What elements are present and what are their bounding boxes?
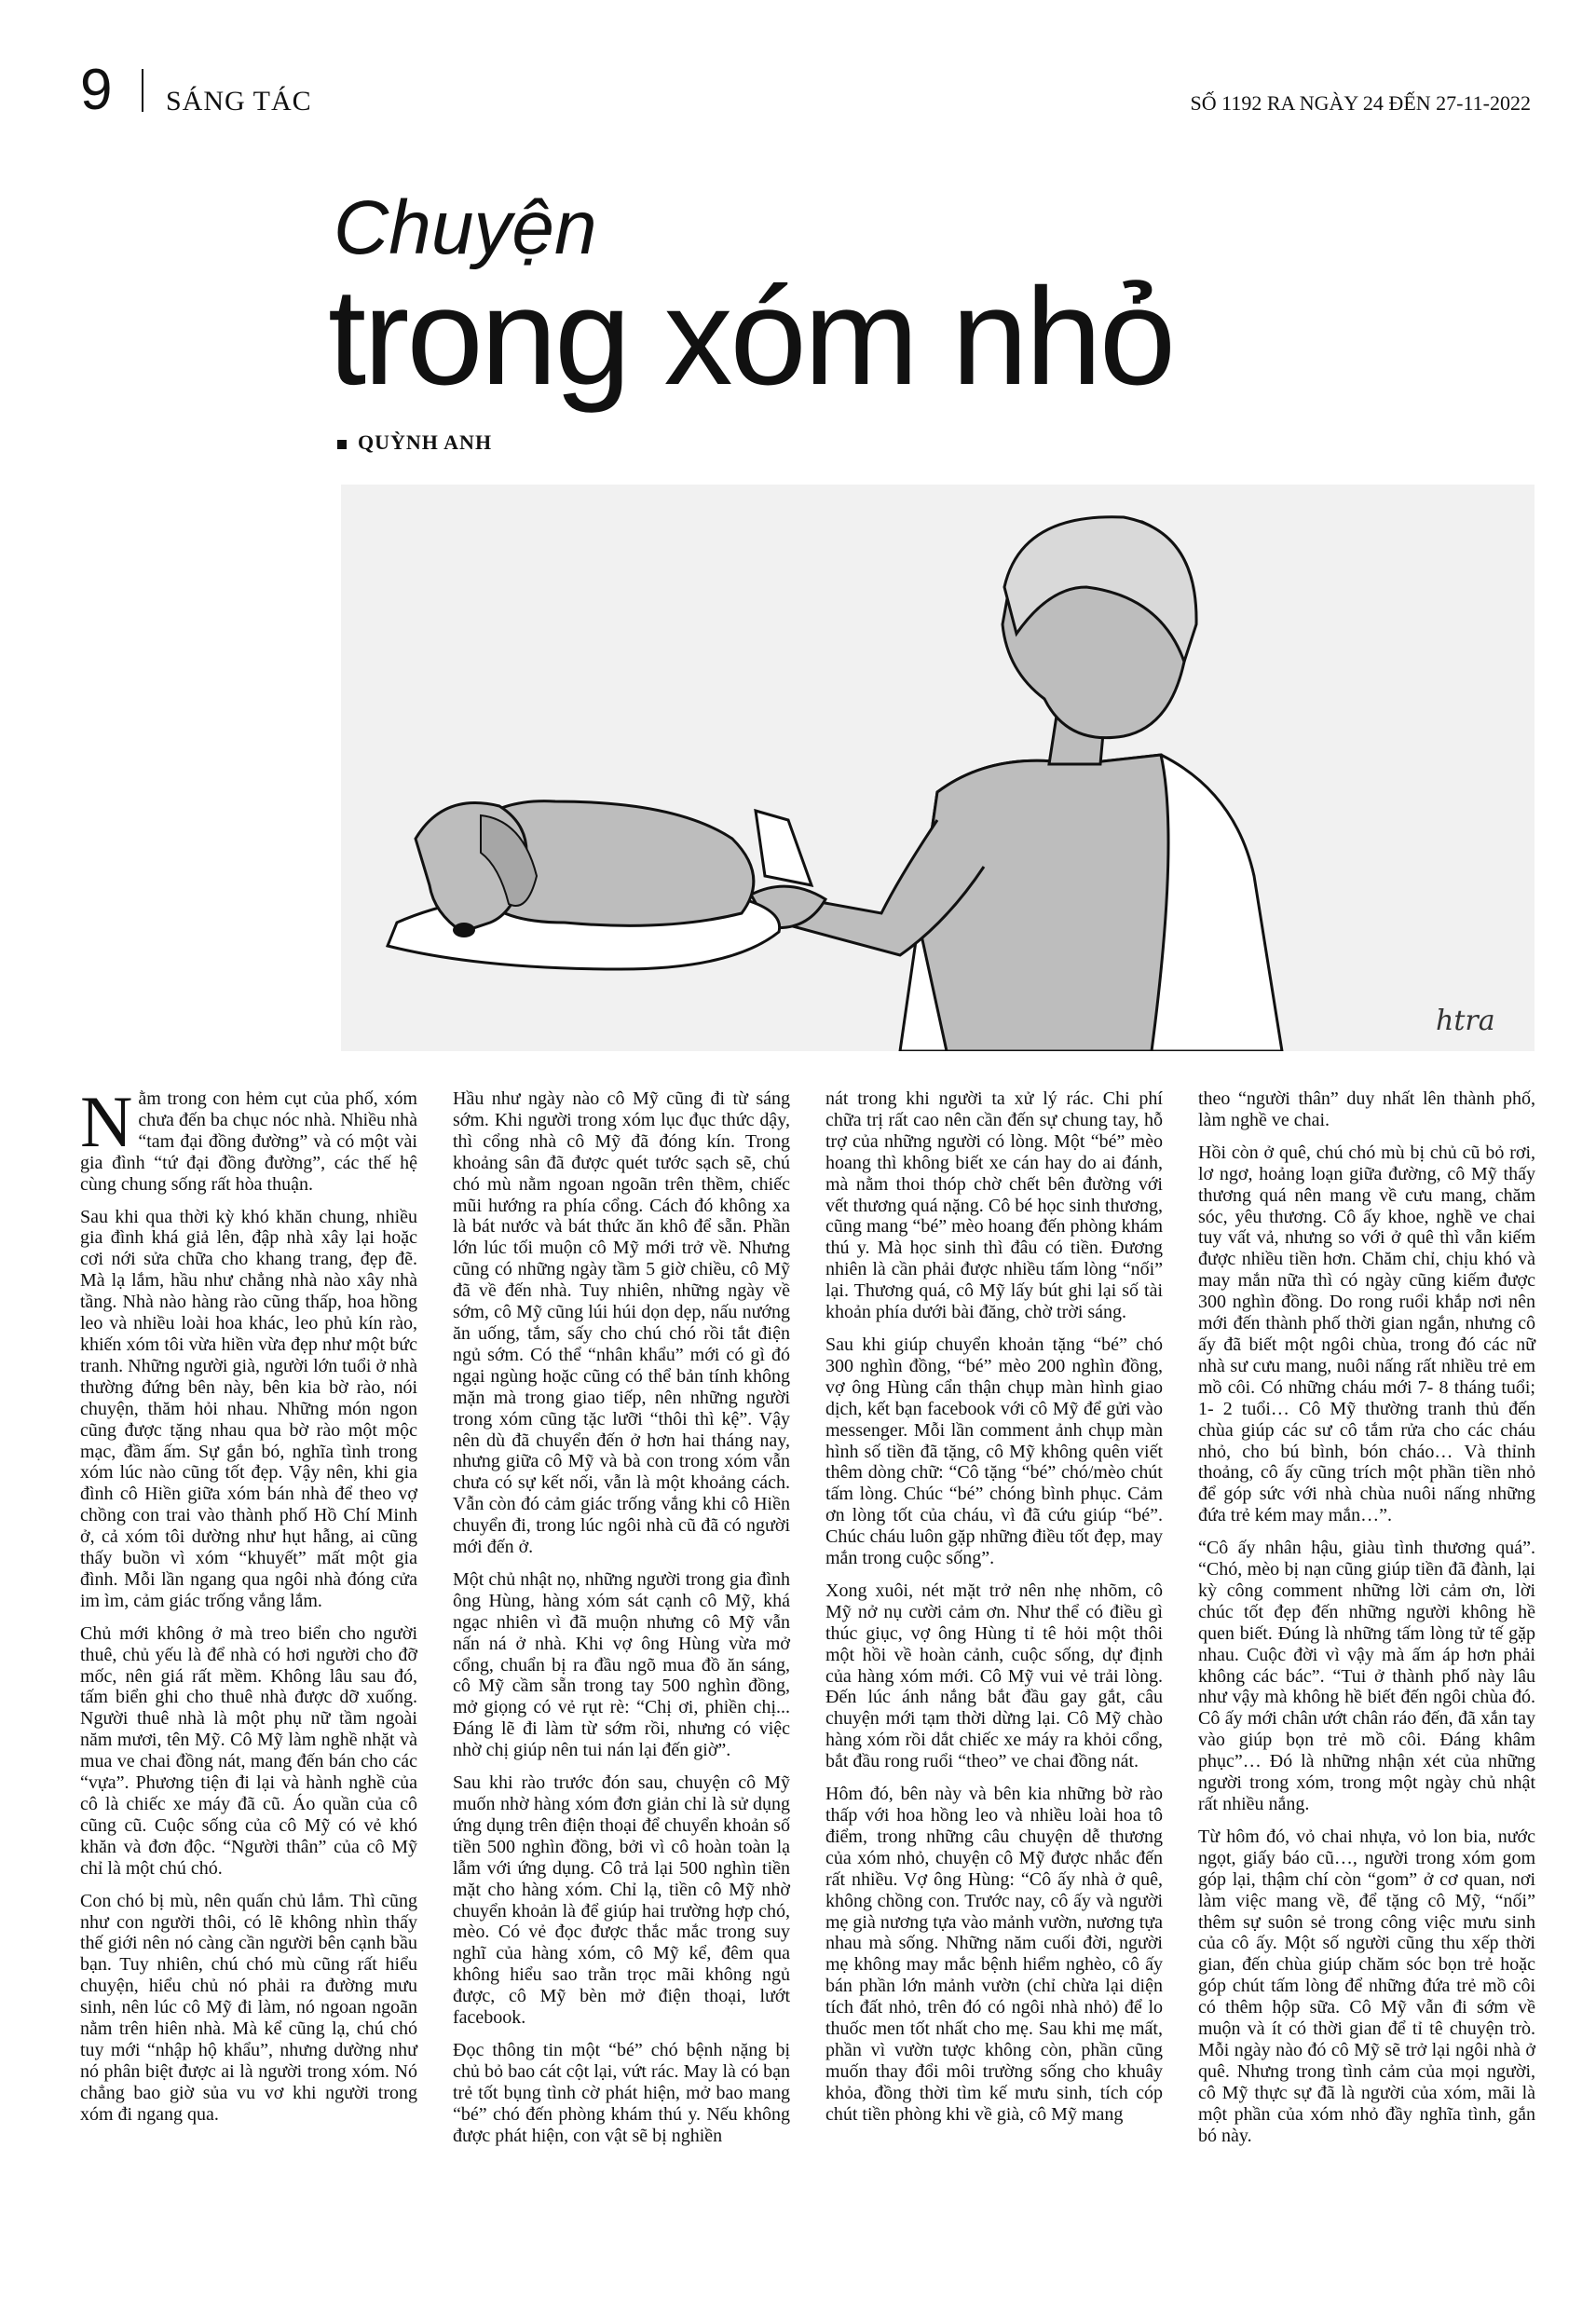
page-number: 9 <box>80 58 113 122</box>
paragraph: Xong xuôi, nét mặt trở nên nhẹ nhõm, cô Mỹ nở nụ cười cảm ơn. Như thể có điều gì thúc giục, vợ ông Hùng tỉ tê hỏi một thôi một hồi về hoàn cảnh, cuộc sống, dự định của hàng xóm mới. Cô Mỹ vui vẻ trải lòng. Đến lúc ánh nắng bắt đầu gay gắt, câu chuyện mới tạm thời dừng lại. Cô Mỹ chào hàng xóm rồi dắt chiếc xe máy ra khỏi cổng, bắt đầu rong ruổi “theo” ve chai đồng nát. <box>825 1580 1163 1772</box>
paragraph: Con chó bị mù, nên quấn chủ lắm. Thì cũng như con người thôi, có lẽ không nhìn thấy thế giới nên nó càng cần người bên cạnh bầu bạn. Tuy nhiên, chú chó mù cũng rất hiểu chuyện, hiểu chủ nó phải ra đường mưu sinh, nên lúc cô Mỹ đi làm, nó ngoan ngoãn nằm trên hiên nhà. Mà kể cũng lạ, chú chó tuy mới “nhập hộ khẩu”, nhưng dường như nó phân biệt được ai là người trong xóm. Nó chẳng bao giờ sủa vu vơ khi người trong xóm đi ngang qua. <box>80 1890 417 2125</box>
article-column-2 <box>453 1088 790 2281</box>
bullet-square-icon <box>337 440 347 449</box>
issue-info: SỐ 1192 RA NGÀY 24 ĐẾN 27-11-2022 <box>1190 91 1531 115</box>
paragraph: Đọc thông tin một “bé” chó bệnh nặng bị chủ bỏ bao cát cột lại, vứt rác. May là có bạn trẻ tốt bụng tình cờ phát hiện, mở bao mang “bé” chó đến phòng khám thú y. Nếu không được phát hiện, con vật sẽ bị nghiền <box>453 2039 790 2146</box>
article-body <box>80 1081 1535 2281</box>
paragraph: Hôm đó, bên này và bên kia những bờ rào thấp với hoa hồng leo và nhiều loài hoa tô điểm, trong những câu chuyện dễ thương của xóm nhỏ, chuyện cô Mỹ được nhắc đến rất nhiều. Vợ ông Hùng: “Cô ấy nhà ở quê, không chồng con. Trước nay, cô ấy và người mẹ già nương tựa vào mảnh vườn, nương tựa nhau mà sống. Những năm cuối đời, người mẹ không may mắc bệnh hiểm nghèo, cô ấy bán phần lớn mảnh vườn (chỉ chừa lại diện tích đất nhỏ, trên đó có ngôi nhà nhỏ) để lo thuốc men tốt nhất cho mẹ. Sau khi mẹ mất, phần vì vườn tược không còn, phần cũng muốn thay đổi môi trường sống cho khuây khỏa, đồng thời tìm kế mưu sinh, tích cóp chút tiền phòng khi về già, cô Mỹ mang <box>825 1784 1163 2125</box>
article-title-line-1: Chuyện <box>334 185 597 270</box>
paragraph: nát trong khi người ta xử lý rác. Chi phí chữa trị rất cao nên cần đến sự chung tay, hỗ trợ của những người có lòng. Một “bé” mèo hoang thì không biết xe cán hay do ai đánh, mà nằm thoi thóp chờ chết bên đường với vết thương quá nặng. Cô bé học sinh thương, cũng mang “bé” mèo hoang đến phòng khám thú y. Mà học sinh thì đâu có tiền. Đương nhiên là cần phải được nhiều tấm lòng “nối” lại. Thương quá, cô Mỹ lấy bút ghi lại số tài khoản phía dưới bài đăng, chờ trời sáng. <box>825 1088 1163 1323</box>
author-byline <box>337 431 492 455</box>
paragraph: “Cô ấy nhân hậu, giàu tình thương quá”. “Chó, mèo bị nạn cũng giúp tiền đã đành, lại kỳ công comment những lời cảm ơn, lời chúc tốt đẹp đến những người không hề quen biết. Đúng là những tấm lòng tử tế gặp nhau. Cuộc đời vì vậy mà ấm áp hơn phải không các bác”. “Tui ở thành phố này lâu như vậy mà không hề biết đến ngôi chùa đó. Cô ấy mới chân ướt chân ráo đến, đã xắn tay vào giúp bọn trẻ mồ côi. Đáng khâm phục”… Đó là những nhận xét của những người trong xóm, trong một ngày chủ nhật rất nhiều nắng. <box>1198 1538 1535 1814</box>
article-title-line-2: trong xóm nhỏ <box>328 260 1174 414</box>
paragraph: Sau khi giúp chuyển khoản tặng “bé” chó 300 nghìn đồng, “bé” mèo 200 nghìn đồng, vợ ông Hùng cẩn thận chụp màn hình giao dịch, kết bạn facebook với cô Mỹ để gửi vào messenger. Mỗi lần comment ảnh chụp màn hình số tiền đã tặng, cô Mỹ không quên viết thêm dòng chữ: “Cô tặng “bé” chó/mèo chút tấm lòng. Chúc “bé” chóng bình phục. Cảm ơn lòng tốt của cháu, vì đã cứu giúp “bé”. Chúc cháu luôn gặp những điều tốt đẹp, may mắn trong cuộc sống”. <box>825 1334 1163 1569</box>
paragraph: Nằm trong con hẻm cụt của phố, xóm chưa đến ba chục nóc nhà. Nhiều nhà “tam đại đồng đường” và có một vài gia đình “tứ đại đồng đường”, các thế hệ cùng chung sống rất hòa thuận. <box>80 1081 417 1195</box>
author-name: QUỲNH ANH <box>358 431 493 454</box>
illustration-drawing <box>341 485 1535 1051</box>
paragraph: Sau khi rào trước đón sau, chuyện cô Mỹ muốn nhờ hàng xóm đơn giản chỉ là sử dụng ứng dụng trên điện thoại để chuyển khoản số tiền 500 nghìn đồng, bởi vì cô hoàn toàn lạ lẫm với ứng dụng. Cô trả lại 500 nghìn tiền mặt cho hàng xóm. Chỉ lạ, tiền cô Mỹ nhờ chuyển khoản là để giúp hai trường hợp chó, mèo. Có vẻ đọc được thắc mắc trong suy nghĩ của hàng xóm, cô Mỹ kể, đêm qua không hiểu sao trằn trọc mãi không ngủ được, cô Mỹ bèn mở điện thoại, lướt facebook. <box>453 1772 790 2029</box>
page-header <box>71 58 1531 123</box>
article-column-1 <box>80 1081 417 2281</box>
paragraph: Hầu như ngày nào cô Mỹ cũng đi từ sáng sớm. Khi người trong xóm lục đục thức dậy, thì cổng nhà cô Mỹ đã đóng kín. Trong khoảng sân đã được quét tước sạch sẽ, chú chó mù nằm ngoan ngoãn trên thềm, chiếc mũi hướng ra phía cổng. Cách đó không xa là bát nước và bát thức ăn khô để sẵn. Phần lớn lúc tối muộn cô Mỹ mới trở về. Nhưng cũng có những ngày tầm 5 giờ chiều, cô Mỹ đã về đến nhà. Tuy nhiên, những ngày về sớm, cô Mỹ cũng lúi húi dọn dẹp, nấu nướng ăn uống, tắm, sấy cho chú chó rồi tắt điện ngủ sớm. Có thể “nhân khẩu” mới có gì đó ngại ngùng hoặc cũng có thể bản tính không mặn mà trong giao tiếp, nên những người trong xóm cũng tặc lưỡi “thôi thì kệ”. Vậy nên dù đã chuyển đến ở hơn hai tháng nay, nhưng giữa cô Mỹ và bà con trong xóm vẫn chưa có sự kết nối, vẫn là một khoảng cách. Vẫn còn đó cảm giác trống vắng khi cô Hiền chuyển đi, trong lúc ngôi nhà cũ đã có người mới đến ở. <box>453 1088 790 1558</box>
paragraph: Sau khi qua thời kỳ khó khăn chung, nhiều gia đình khá giả lên, đập nhà xây lại hoặc cơi nới sửa chữa cho khang trang, đẹp đẽ. Mà lạ lắm, hầu như chẳng nhà nào xây nhà tầng. Nhà nào hàng rào cũng thấp, hoa hồng leo và nhiều loài hoa khác, leo phủ kín rào, khiến xóm tôi vừa hiền vừa đẹp như một bức tranh. Những người già, người lớn tuổi ở nhà thường đứng bên này, bên kia bờ rào, nói chuyện, thăm hỏi nhau. Những món ngon cũng được tặng nhau qua bờ rào một mộc mạc, đầm ấm. Sự gắn bó, nghĩa tình trong xóm lúc nào cũng tốt đẹp. Vậy nên, khi gia đình cô Hiền giữa xóm bán nhà để theo vợ chồng con trai vào thành phố Hồ Chí Minh ở, cả xóm tôi dường như hụt hẫng, ai cũng thấy buồn vì xóm “khuyết” mất một gia đình. Mỗi lần ngang qua ngôi nhà đóng cửa im ìm, cảm giác trống vắng lắm. <box>80 1206 417 1611</box>
paragraph: theo “người thân” duy nhất lên thành phố, làm nghề ve chai. <box>1198 1088 1535 1130</box>
illustration <box>341 485 1535 1051</box>
article-column-4 <box>1198 1088 1535 2281</box>
paragraph: Từ hôm đó, vỏ chai nhựa, vỏ lon bia, nước ngọt, giấy báo cũ…, người trong xóm gom góp lại, thậm chí còn “gom” ở cơ quan, nơi làm việc mang về, để tặng cô Mỹ, “nối” thêm sự suôn sẻ trong công việc mưu sinh của cô ấy. Một số người cũng thu xếp thời gian, đến chùa giúp chăm sóc bọn trẻ hoặc góp chút tấm lòng để những đứa trẻ mồ côi có thêm hộp sữa. Cô Mỹ vẫn đi sớm về muộn và ít có thời gian để tỉ tê chuyện trò. Mỗi ngày nào đó cô Mỹ sẽ trở lại ngôi nhà ở quê. Nhưng trong tình cảm của mọi người, cô Mỹ thực sự đã là người của xóm, mãi là một phần của xóm nhỏ đầy nghĩa tình, gắn bó này. <box>1198 1826 1535 2146</box>
section-label: SÁNG TÁC <box>166 86 312 116</box>
article-column-3 <box>825 1088 1163 2281</box>
paragraph: Chủ mới không ở mà treo biển cho người thuê, chủ yếu là để nhà có hơi người cho đỡ mốc, nên giá rất mềm. Không lâu sau đó, tấm biển ghi cho thuê nhà được dỡ xuống. Người thuê nhà là một phụ nữ tầm ngoài năm mươi, tên Mỹ. Cô Mỹ làm nghề nhặt và mua ve chai đồng nát, mang đến bán cho các “vựa”. Phương tiện đi lại và hành nghề của cô là chiếc xe máy đã cũ. Áo quần của cô cũng cũ. Cuộc sống của cô Mỹ có vẻ khó khăn và đơn độc. “Người thân” của cô Mỹ chỉ là một chú chó. <box>80 1622 417 1879</box>
artist-signature: htra <box>1436 1005 1495 1037</box>
header-divider <box>142 69 143 112</box>
paragraph: Một chủ nhật nọ, những người trong gia đình ông Hùng, hàng xóm sát cạnh cô Mỹ, khá ngạc nhiên vì đã muộn nhưng cô Mỹ vẫn nấn ná ở nhà. Khi vợ ông Hùng vừa mở cổng, chuẩn bị ra đầu ngõ mua đồ ăn sáng, cô Mỹ cầm sẵn trong tay 500 nghìn đồng, mở giọng có vẻ rụt rè: “Chị ơi, phiền chị... Đáng lẽ đi làm từ sớm rồi, nhưng có việc nhờ chị giúp nên tui nán lại đến giờ”. <box>453 1568 790 1761</box>
dog-nose <box>453 923 475 937</box>
paragraph: Hồi còn ở quê, chú chó mù bị chủ cũ bỏ rơi, lơ ngơ, hoảng loạn giữa đường, cô Mỹ thấy thương quá nên mang về cưu mang, chăm sóc, yêu thương. Cô ấy khoe, nghề ve chai tuy vất vả, nhưng so với ở quê thì vẫn kiếm được nhiều tiền hơn. Chăm chỉ, chịu khó và may mắn nữa thì có ngày cũng kiếm được 300 nghìn đồng. Do rong ruổi khắp nơi nên mới đến thành phố thời gian ngắn, nhưng cô ấy đã biết một ngôi chùa, trong đó các nữ nhà sư cưu mang, nuôi nấng rất nhiều trẻ em mồ côi. Có những cháu mới 7- 8 tháng tuổi; 1- 2 tuổi… Cô Mỹ thường tranh thủ đến chùa giúp các sư cô tắm rửa cho các cháu nhỏ, cho bú bình, bón cháo… Và thỉnh thoảng, cô ấy cũng trích một phần tiền nhỏ để góp sức với nhà chùa nuôi nấng những đứa trẻ kém may mắn…”. <box>1198 1142 1535 1526</box>
drop-cap: N <box>80 1081 133 1162</box>
